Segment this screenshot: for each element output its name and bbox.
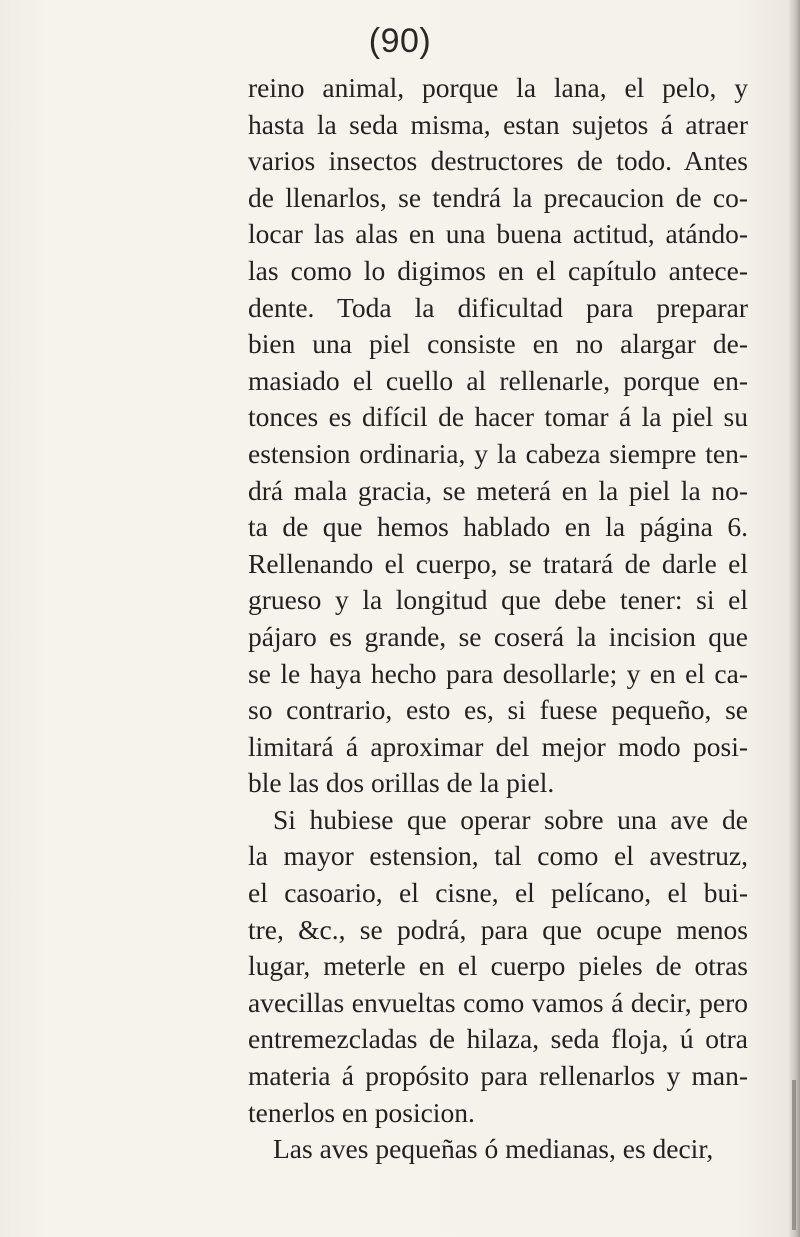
text-line: entremezcladas de hilaza, seda floja, ú otra <box>248 1023 748 1055</box>
text-line: hasta la seda misma, estan sujetos á atraer <box>248 108 748 140</box>
text-line: bien una piel consiste en no alargar de- <box>248 328 748 360</box>
text-line: el casoario, el cisne, el pelícano, el bui- <box>248 877 748 909</box>
body-text <box>248 70 748 1168</box>
text-line: de llenarlos, se tendrá la precaucion de co- <box>248 181 748 213</box>
text-line: la mayor estension, tal como el avestruz, <box>248 840 748 872</box>
page-number: (90) <box>368 22 432 60</box>
text-line: las como lo digimos en el capítulo antece- <box>248 254 748 286</box>
page-edge-shadow <box>788 0 800 1237</box>
text-line: drá mala gracia, se meterá en la piel la no- <box>248 474 748 506</box>
text-line: varios insectos destructores de todo. Antes <box>248 145 748 177</box>
text-line: ble las dos orillas de la piel. <box>248 767 555 799</box>
text-line: se le haya hecho para desollarle; y en el ca- <box>248 657 748 689</box>
text-line: lugar, meterle en el cuerpo pieles de otras <box>248 950 748 982</box>
text-line: tonces es difícil de hacer tomar á la piel su <box>248 401 748 433</box>
text-line: Si hubiese que operar sobre una ave de <box>273 803 748 835</box>
page-edge-mark <box>792 1080 796 1230</box>
text-line: reino animal, porque la lana, el pelo, y <box>248 72 748 103</box>
text-line: tre, &c., se podrá, para que ocupe menos <box>248 913 748 945</box>
text-line: limitará á aproximar del mejor modo posi- <box>248 730 748 762</box>
text-line: materia á propósito para rellenarlos y man- <box>248 1060 748 1092</box>
text-line: Las aves pequeñas ó medianas, es decir, <box>273 1133 714 1165</box>
text-line: grueso y la longitud que debe tener: si el <box>248 584 748 616</box>
text-line: masiado el cuello al rellenarle, porque en- <box>248 364 748 396</box>
text-line: pájaro es grande, se coserá la incision que <box>248 620 748 652</box>
text-line: avecillas envueltas como vamos á decir, pero <box>248 986 748 1018</box>
text-line: estension ordinaria, y la cabeza siempre ten- <box>248 437 748 469</box>
text-line: dente. Toda la dificultad para preparar <box>248 291 748 323</box>
text-line: ta de que hemos hablado en la página 6. <box>248 511 748 543</box>
text-line: tenerlos en posicion. <box>248 1096 475 1128</box>
text-line: locar las alas en una buena actitud, atándo- <box>248 218 748 250</box>
text-line: so contrario, esto es, si fuese pequeño, se <box>248 694 748 726</box>
text-line: Rellenando el cuerpo, se tratará de darle el <box>248 547 748 579</box>
